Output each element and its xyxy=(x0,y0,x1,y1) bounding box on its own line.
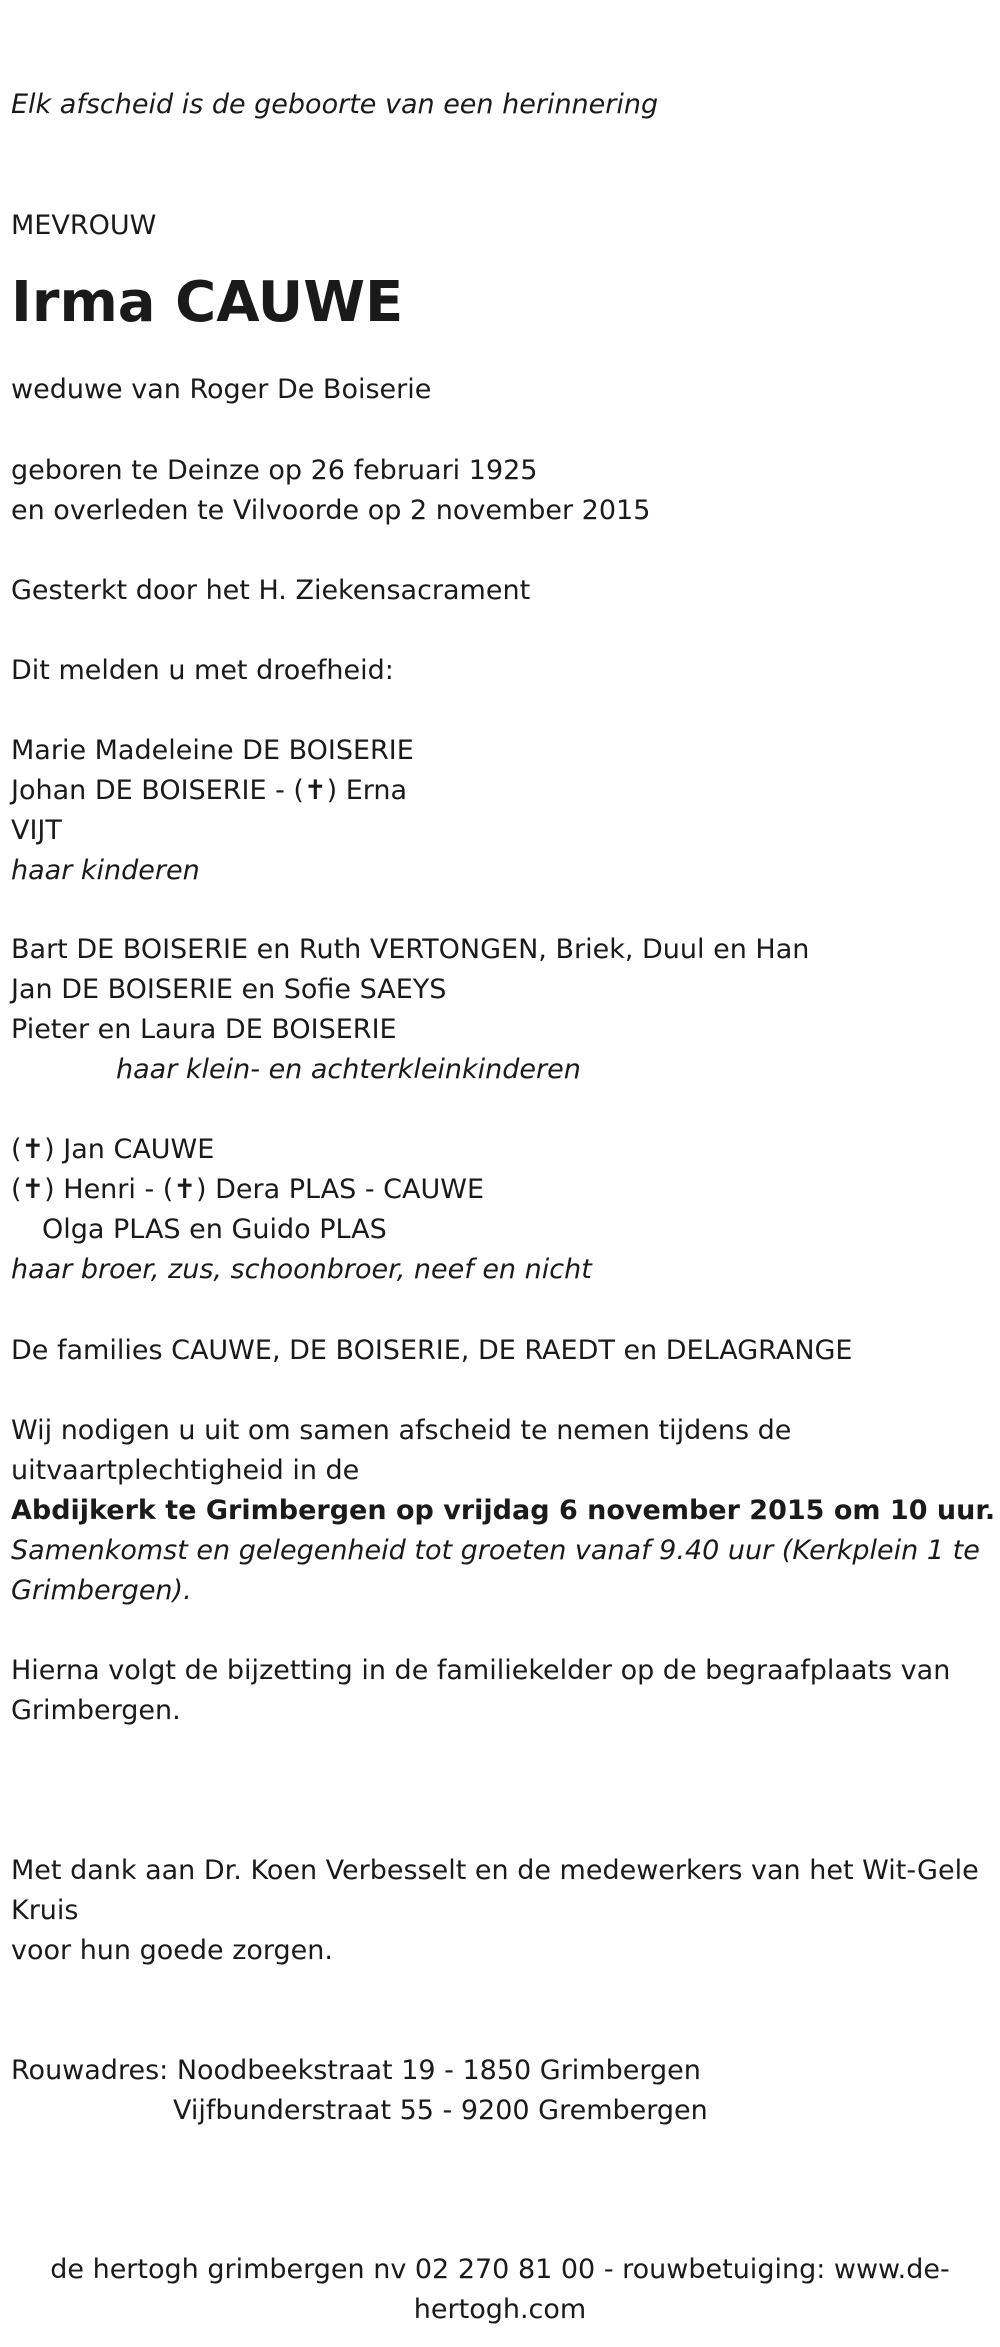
invitation-line: Wij nodigen u uit om samen afscheid te nemen tijdens de xyxy=(11,1415,792,1446)
invitation-line: uitvaartplechtigheid in de xyxy=(11,1455,360,1486)
sacrament-line: Gesterkt door het H. Ziekensacrament xyxy=(11,575,531,606)
burial-line: Grimbergen. xyxy=(11,1695,181,1726)
siblings-indented-line: Olga PLAS en Guido PLAS xyxy=(42,1214,387,1245)
ceremony-details: Abdijkerk te Grimbergen op vrijdag 6 november 2015 om 10 uur. xyxy=(11,1495,996,1526)
announce-line: Dit melden u met droefheid: xyxy=(11,655,394,686)
grandchildren-section xyxy=(11,930,809,1090)
gathering-line: Grimbergen). xyxy=(11,1575,192,1606)
title-prefix: MEVROUW xyxy=(11,210,157,241)
children-section xyxy=(11,731,414,891)
siblings-line: (✝) Jan CAUWE xyxy=(11,1134,215,1165)
children-line: Marie Madeleine DE BOISERIE xyxy=(11,735,414,766)
siblings-caption: haar broer, zus, schoonbroer, neef en nicht xyxy=(11,1254,592,1285)
grandchildren-line: Jan DE BOISERIE en Sofie SAEYS xyxy=(11,974,447,1005)
born-line: geboren te Deinze op 26 februari 1925 xyxy=(11,455,538,486)
children-line: VIJT xyxy=(11,815,62,846)
died-line: en overleden te Vilvoorde op 2 november 2015 xyxy=(11,495,651,526)
siblings-section xyxy=(11,1130,592,1290)
motto: Elk afscheid is de geboorte van een herinnering xyxy=(11,89,659,120)
address-line: Vijfbunderstraat 55 - 9200 Grembergen xyxy=(173,2095,708,2126)
children-line: Johan DE BOISERIE - (✝) Erna xyxy=(11,775,408,806)
gathering-line: Samenkomst en gelegenheid tot groeten vanaf 9.40 uur (Kerkplein 1 te xyxy=(11,1535,980,1566)
address-section xyxy=(11,2051,708,2131)
thanks-line: Met dank aan Dr. Koen Verbesselt en de medewerkers van het Wit-Gele xyxy=(11,1855,979,1886)
deceased-name: Irma CAUWE xyxy=(11,270,404,335)
families-line: De families CAUWE, DE BOISERIE, DE RAEDT en DELAGRANGE xyxy=(11,1335,853,1366)
grandchildren-caption: haar klein- en achterkleinkinderen xyxy=(116,1054,581,1085)
gathering-section xyxy=(11,1531,980,1611)
grandchildren-line: Pieter en Laura DE BOISERIE xyxy=(11,1014,397,1045)
invitation-section xyxy=(11,1411,995,1531)
footer-line: de hertogh grimbergen nv 02 270 81 00 - rouwbetuiging: www.de- xyxy=(50,2254,950,2285)
footer-line: hertogh.com xyxy=(413,2294,587,2325)
address-label: Rouwadres: xyxy=(11,2055,169,2086)
life-dates xyxy=(11,451,650,531)
spouse-line: weduwe van Roger De Boiserie xyxy=(11,374,432,405)
burial-section xyxy=(11,1651,950,1731)
grandchildren-line: Bart DE BOISERIE en Ruth VERTONGEN, Briek, Duul en Han xyxy=(11,934,810,965)
thanks-line: voor hun goede zorgen. xyxy=(11,1935,333,1966)
funeral-home-footer xyxy=(0,2250,1000,2330)
thanks-line: Kruis xyxy=(11,1895,79,1926)
address-first-line xyxy=(11,2051,708,2091)
burial-line: Hierna volgt de bijzetting in de familiekelder op de begraafplaats van xyxy=(11,1655,951,1686)
thanks-section xyxy=(11,1851,979,1971)
children-caption: haar kinderen xyxy=(11,855,200,886)
address-line: Noodbeekstraat 19 - 1850 Grimbergen xyxy=(176,2055,701,2086)
siblings-line: (✝) Henri - (✝) Dera PLAS - CAUWE xyxy=(11,1174,485,1205)
